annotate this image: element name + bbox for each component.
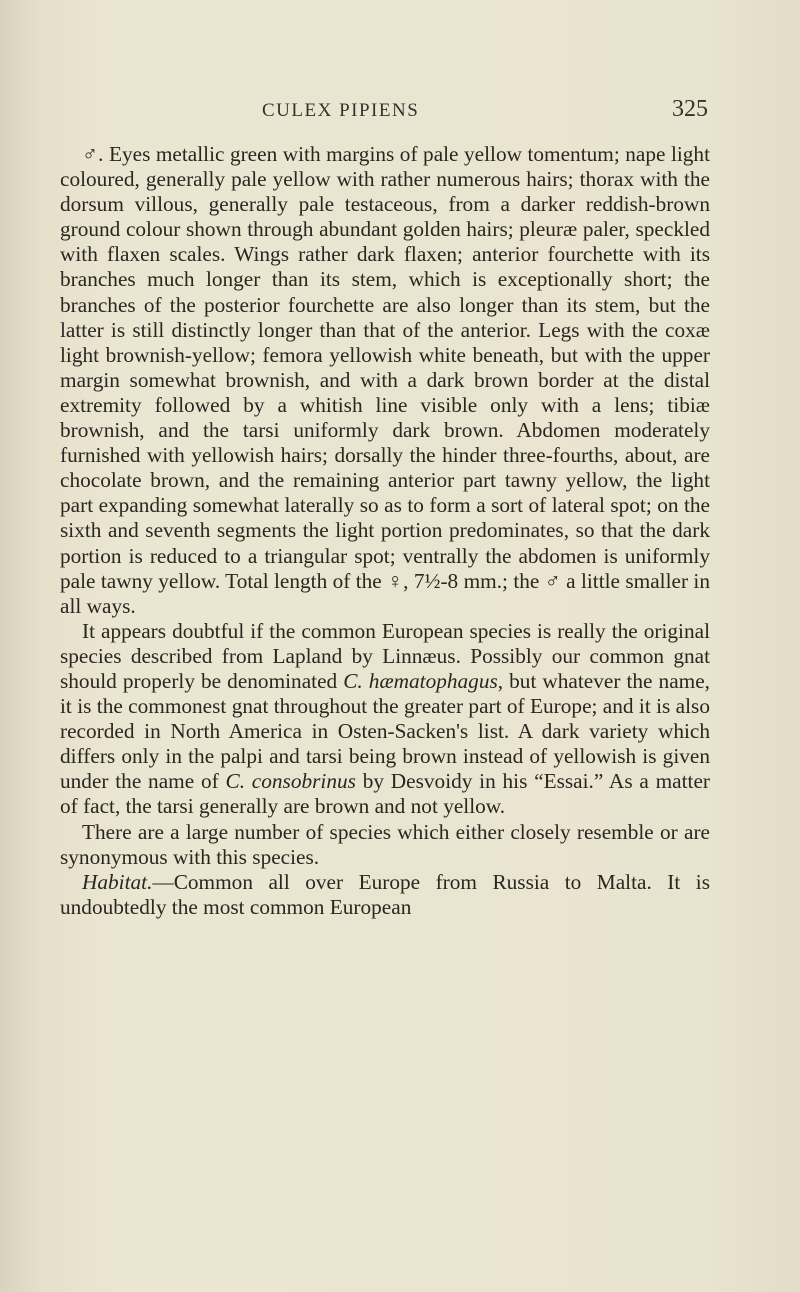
page-number: 325 — [672, 96, 708, 122]
taxonomy-text-1: It appears doubtful if the common European species is really the original species described from Lapland by Linnæus. Possibly our common gnat should properly be denominated — [60, 618, 710, 693]
species-name-haematophagus: C. hæmatophagus — [343, 668, 498, 693]
habitat-paragraph — [60, 870, 710, 920]
page-header — [262, 96, 708, 130]
habitat-label: Habitat. — [82, 869, 153, 894]
habitat-text: —Common all over Europe from Russia to Malta. It is undoubtedly the most common European — [60, 869, 710, 919]
running-title: CULEX PIPIENS — [262, 100, 420, 121]
taxonomy-text-3: by Desvoidy in his “Essai.” As a matter of fact, the tarsi generally are brown and not yellow. — [60, 769, 711, 819]
description-paragraph: ♂. Eyes metallic green with margins of pale yellow tomentum; nape light coloured, generally pale yellow with rather numerous hairs; thorax with the dorsum villous, generally pale testaceous, from a darker reddish-brown ground colour shown through abundant golden hairs; pleuræ paler, speckled with flaxen scales. Wings rather dark flaxen; anterior fourchette with its branches much longer than its stem, which is exceptionally short; the branches of the posterior fourchette are also longer than its stem, but the latter is still distinctly longer than that of the anterior. Legs with the coxæ light brownish-yellow; femora yellowish white beneath, but with the upper margin somewhat brownish, and with a dark brown border at the distal extremity followed by a whitish line visible only with a lens; tibiæ brownish, and the tarsi uniformly dark brown. Abdomen moderately furnished with yellowish hairs; dorsally the hinder three-fourths, about, are chocolate brown, and the remaining anterior part tawny yellow, the light part expanding somewhat laterally so as to form a sort of lateral spot; on the sixth and seventh segments the light portion predominates, so that the dark portion is reduced to a triangular spot; ventrally the abdomen is uniformly pale tawny yellow. Total length of the ♀, 7½-8 mm.; the ♂ a little smaller in all ways. — [60, 142, 710, 618]
taxonomy-text-2: , but whatever the name, it is the commonest gnat throughout the greater part of Europe; and it is also recorded in North America in Osten-Sacken's list. A dark variety which differs only in the palpi and tarsi being brown instead of yellowish is given under the name of — [60, 668, 710, 794]
taxonomy-paragraph — [60, 619, 710, 820]
synonyms-paragraph: There are a large number of species which either closely resemble or are synonymous with this species. — [60, 819, 710, 869]
body-text — [60, 142, 710, 920]
species-name-consobrinus: C. consobrinus — [225, 769, 356, 794]
